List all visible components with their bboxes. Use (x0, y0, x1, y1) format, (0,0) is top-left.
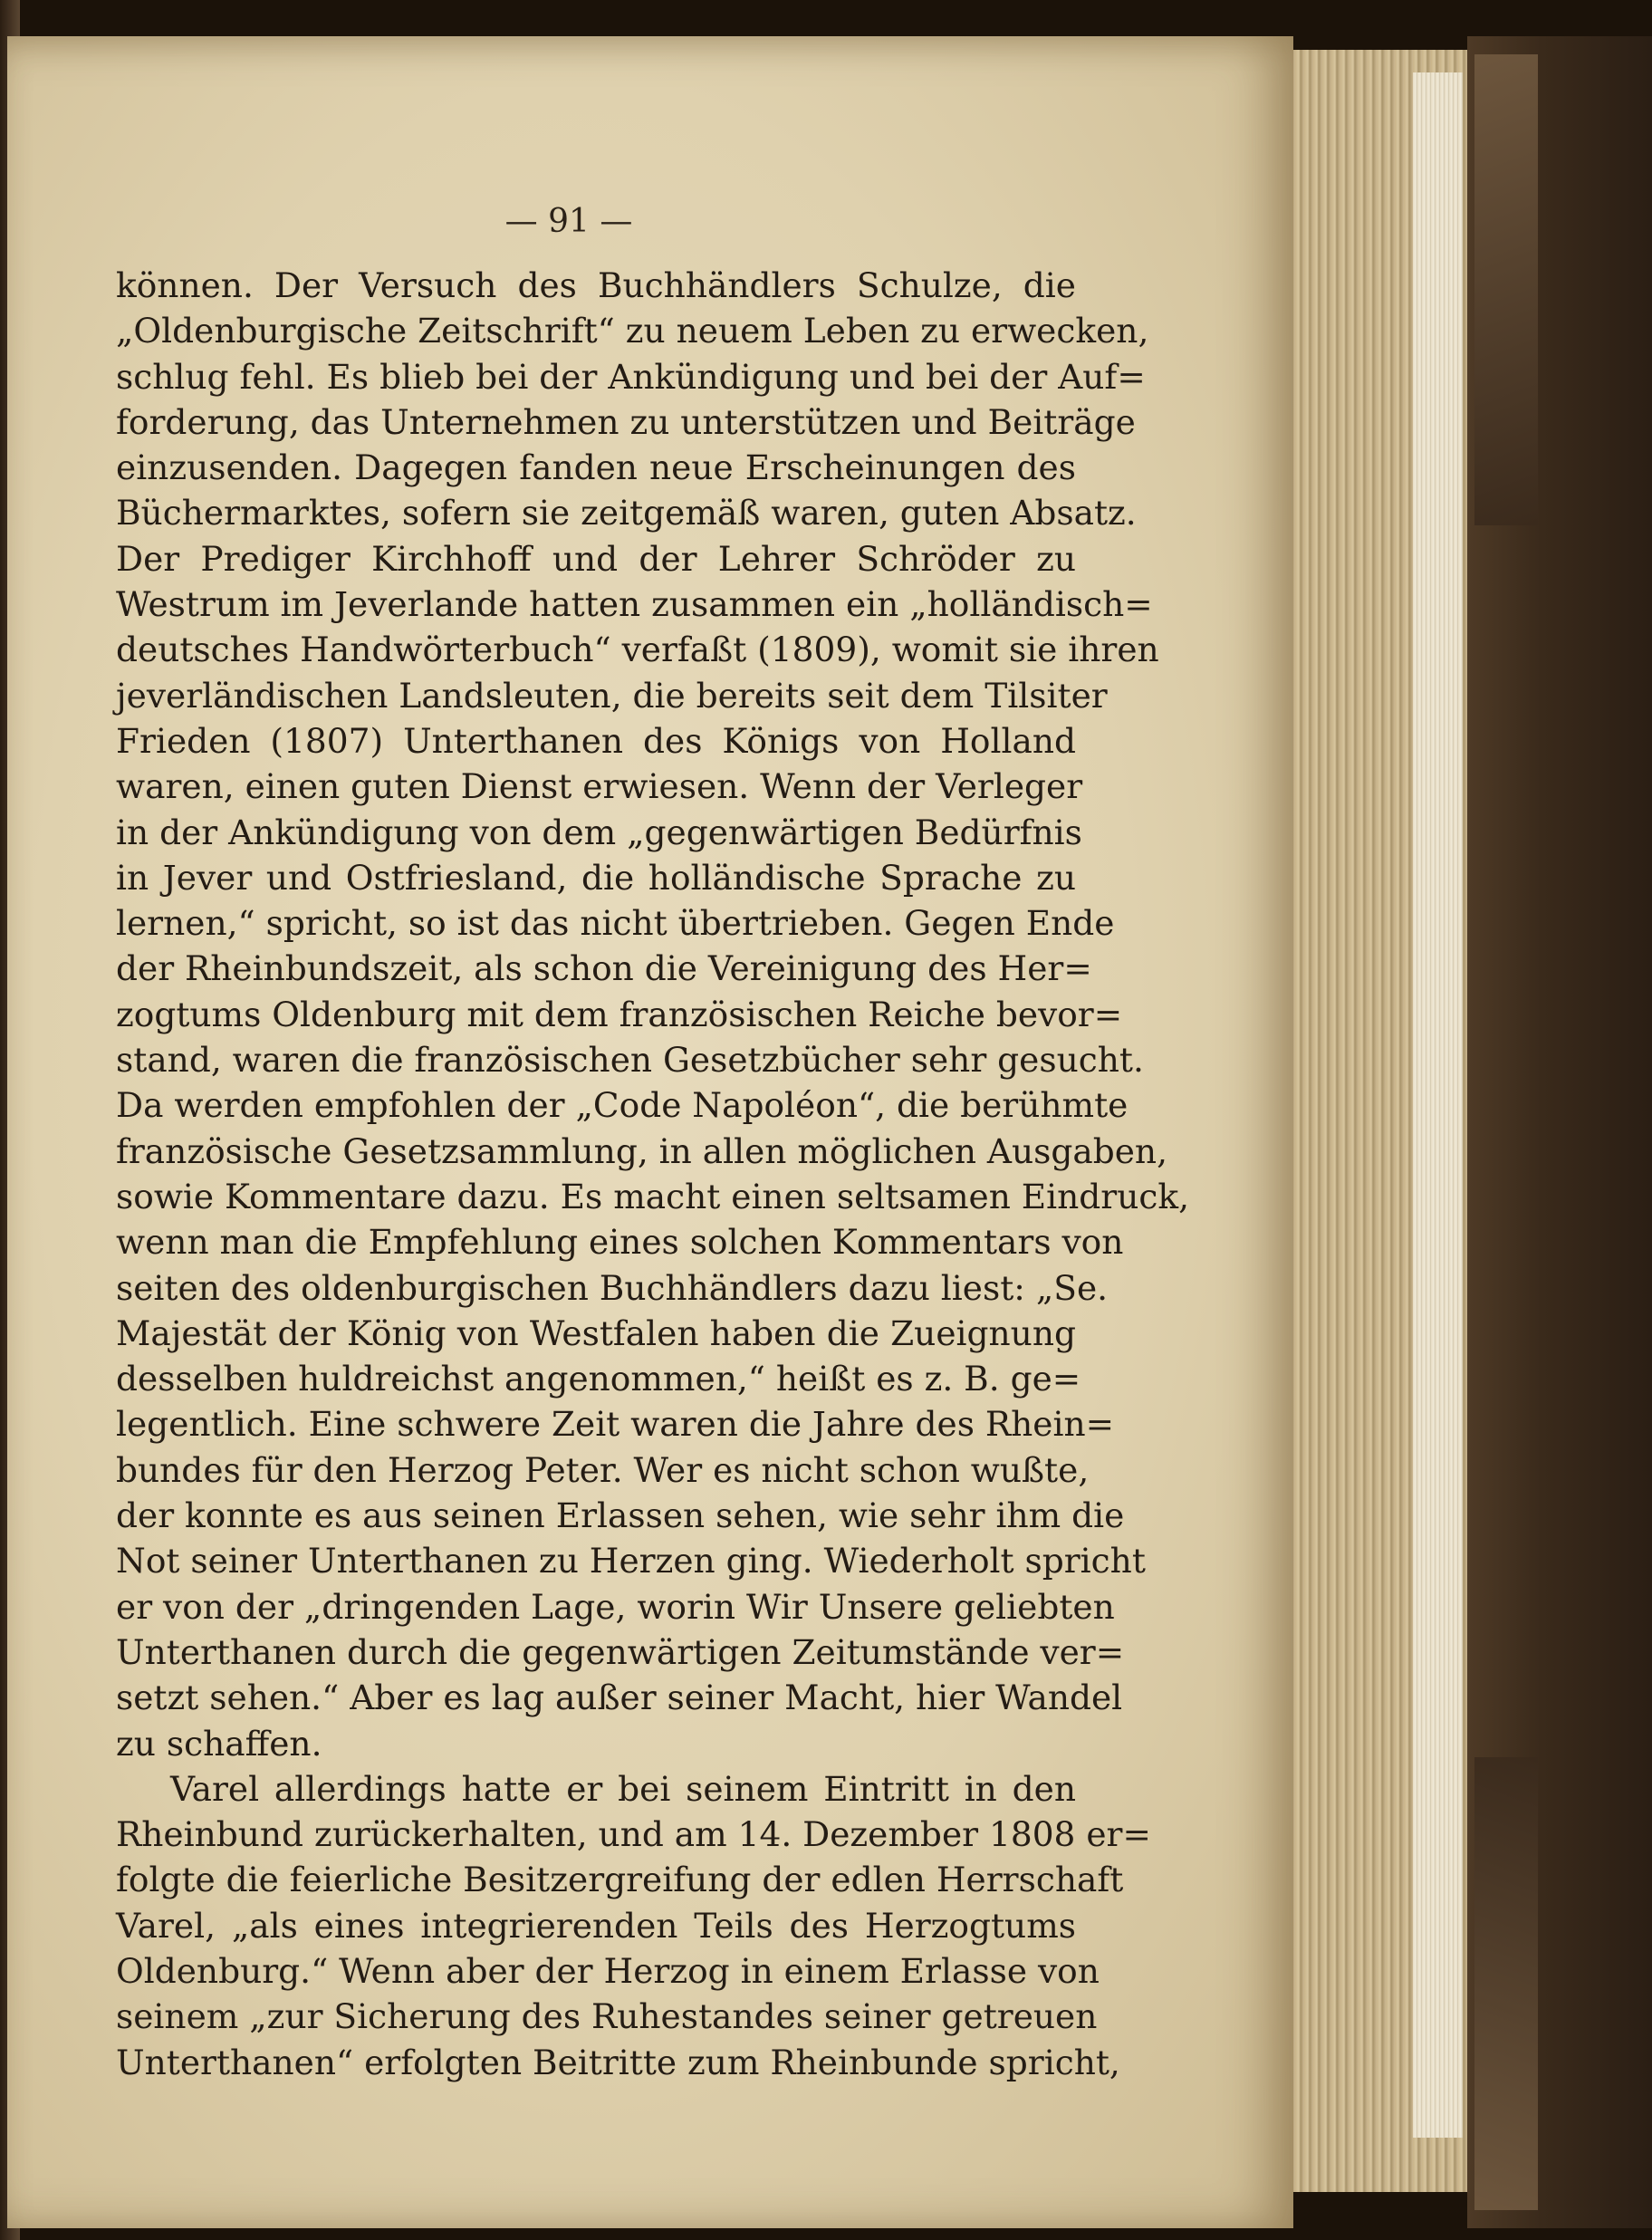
text-line: in der Ankündigung von dem „gegenwärtigen Bedürfnis (116, 812, 1082, 852)
page-number: — 91 — (504, 203, 633, 240)
text-line: der konnte es aus seinen Erlassen sehen, wie sehr ihm die (116, 1495, 1125, 1536)
text-line: Not seiner Unterthanen zu Herzen ging. Wiederholt spricht (116, 1541, 1146, 1581)
text-line: desselben huldreichst angenommen,“ heißt es z. B. ge= (116, 1359, 1081, 1399)
text-line: sowie Kommentare dazu. Es macht einen seltsamen Eindruck, (116, 1176, 1190, 1216)
text-line: zogtums Oldenburg mit dem französischen Reiche bevor= (116, 994, 1123, 1034)
text-line: der Rheinbundszeit, als schon die Vereinigung des Her= (116, 948, 1092, 989)
text-line: setzt sehen.“ Aber es lag außer seiner Macht, hier Wandel (116, 1678, 1123, 1718)
page-body-text (116, 263, 1190, 2085)
text-line: waren, einen guten Dienst erwiesen. Wenn der Verleger (116, 766, 1083, 807)
text-line: Frieden (1807) Unterthanen des Königs von Holland (116, 720, 1076, 761)
text-line: Da werden empfohlen der „Code Napoléon“, die berühmte (116, 1085, 1129, 1126)
text-line: Büchermarktes, sofern sie zeitgemäß waren, guten Absatz. (116, 493, 1137, 534)
text-line: können. Der Versuch des Buchhändlers Schulze, die (116, 265, 1076, 305)
text-line: Unterthanen durch die gegenwärtigen Zeitumstände ver= (116, 1631, 1125, 1672)
text-line: Varel, „als eines integrierenden Teils des Herzogtums (116, 1905, 1076, 1946)
text-line: „Oldenburgische Zeitschrift“ zu neuem Leben zu erwecken, (116, 311, 1149, 351)
text-line: Rheinbund zurückerhalten, und am 14. Dezember 1808 er= (116, 1814, 1151, 1855)
text-line: in Jever und Ostfriesland, die holländische Sprache zu (116, 857, 1076, 898)
text-line: er von der „dringenden Lage, worin Wir Unsere geliebten (116, 1586, 1115, 1627)
text-line: deutsches Handwörterbuch“ verfaßt (1809), womit sie ihren (116, 630, 1159, 670)
text-line: forderung, das Unternehmen zu unterstützen und Beiträge (116, 401, 1136, 442)
text-line: jeverländischen Landsleuten, die bereits seit dem Tilsiter (116, 675, 1108, 716)
text-line: Westrum im Jeverlande hatten zusammen ein „holländisch= (116, 584, 1153, 625)
cover-corner-top (1474, 54, 1538, 525)
text-line: zu schaffen. (116, 1723, 322, 1764)
text-line: seiten des oldenburgischen Buchhändlers dazu liest: „Se. (116, 1267, 1109, 1308)
text-line: Varel allerdings hatte er bei seinem Eintritt in den (170, 1768, 1076, 1809)
right-cover (1467, 36, 1652, 2228)
book-page (7, 36, 1293, 2228)
cover-corner-bottom (1474, 1757, 1538, 2210)
text-line: bundes für den Herzog Peter. Wer es nicht schon wußte, (116, 1449, 1090, 1490)
text-line: Der Prediger Kirchhoff und der Lehrer Schröder zu (116, 538, 1076, 579)
text-line: folgte die feierliche Besitzergreifung der edlen Herrschaft (116, 1860, 1124, 1900)
text-line: einzusenden. Dagegen fanden neue Erscheinungen des (116, 447, 1076, 488)
text-line: schlug fehl. Es blieb bei der Ankündigung und bei der Auf= (116, 356, 1146, 397)
text-line: Oldenburg.“ Wenn aber der Herzog in einem Erlasse von (116, 1950, 1100, 1991)
text-line: wenn man die Empfehlung eines solchen Kommentars von (116, 1222, 1124, 1263)
page-edges-light (1413, 72, 1463, 2138)
text-line: lernen,“ spricht, so ist das nicht übertrieben. Gegen Ende (116, 903, 1115, 944)
text-line: legentlich. Eine schwere Zeit waren die Jahre des Rhein= (116, 1404, 1115, 1445)
text-line: Unterthanen“ erfolgten Beitritte zum Rheinbunde spricht, (116, 2042, 1120, 2082)
text-line: Majestät der König von Westfalen haben die Zueignung (116, 1312, 1076, 1353)
text-line: stand, waren die französischen Gesetzbücher sehr gesucht. (116, 1040, 1144, 1081)
text-line: französische Gesetzsammlung, in allen möglichen Ausgaben, (116, 1130, 1167, 1171)
text-line: seinem „zur Sicherung des Ruhestandes seiner getreuen (116, 1996, 1098, 2037)
